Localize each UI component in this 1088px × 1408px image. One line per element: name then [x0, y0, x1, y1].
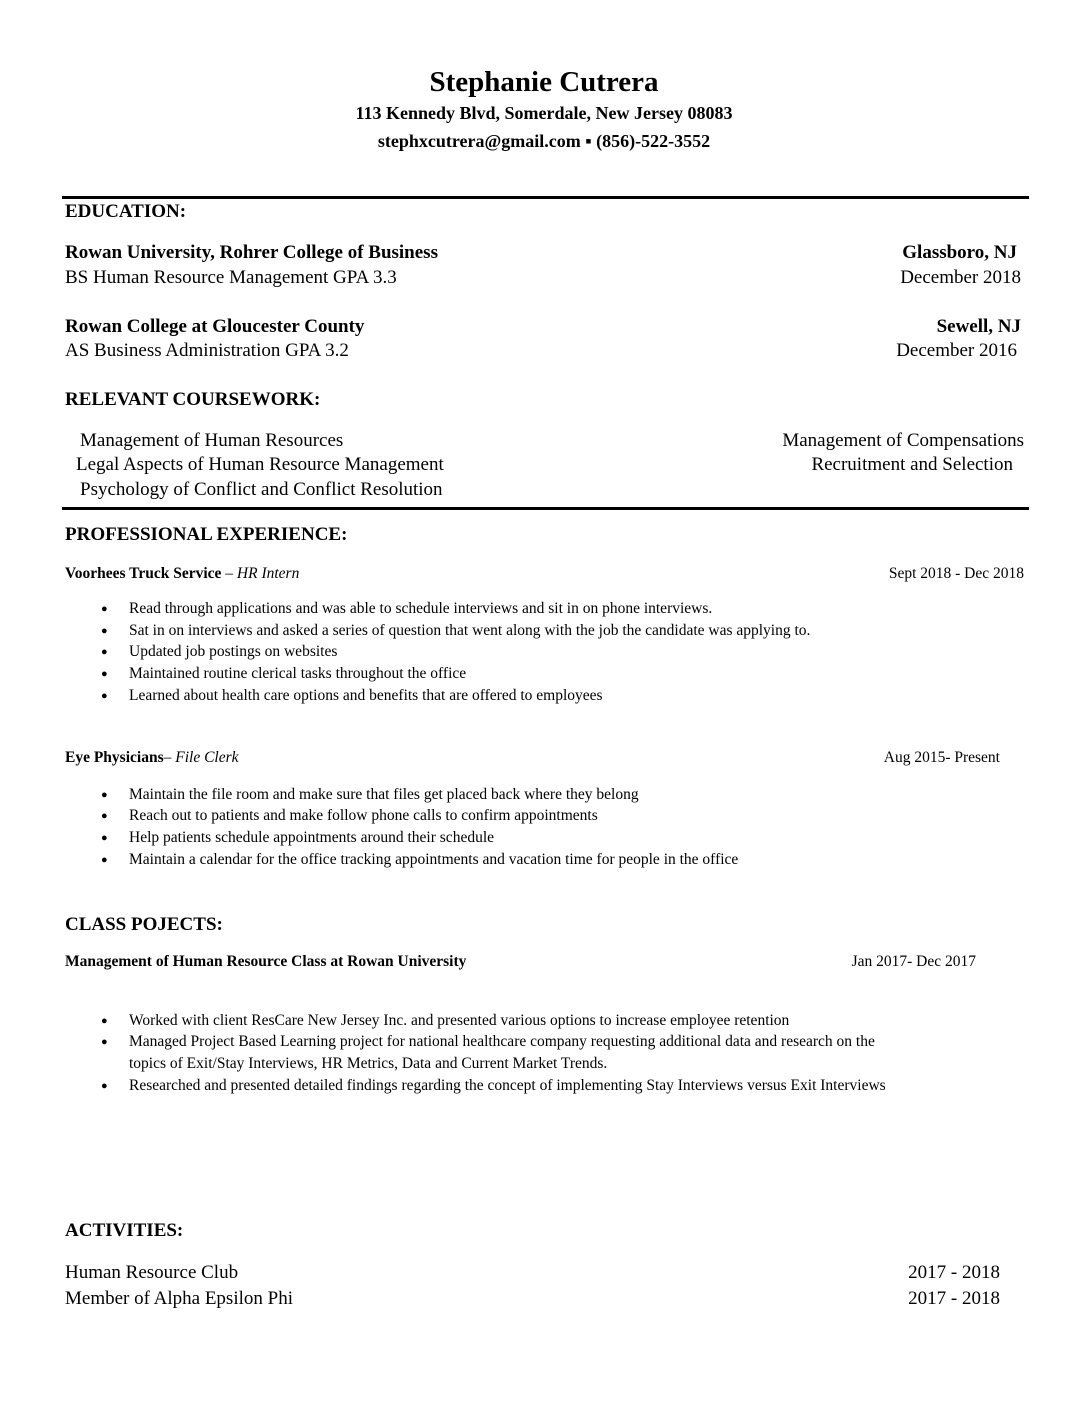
- bullet-dot-icon: ●: [101, 625, 108, 637]
- coursework-heading: RELEVANT COURSEWORK:: [65, 389, 321, 410]
- coursework-divider: [62, 507, 1029, 510]
- bullet-dot-icon: ●: [101, 646, 108, 658]
- projects-heading: CLASS POJECTS:: [65, 914, 223, 935]
- school-date: December 2016: [896, 340, 1017, 361]
- job-dates: Aug 2015- Present: [883, 749, 1000, 766]
- bullet-dot-icon: ●: [101, 810, 108, 822]
- bullet-dot-icon: ●: [101, 1080, 108, 1092]
- bullet-dot-icon: ●: [101, 668, 108, 680]
- job-separator: –: [221, 565, 237, 582]
- job-bullet: Learned about health care options and benefits that are offered to employees: [129, 687, 603, 704]
- bullet-dot-icon: ●: [101, 690, 108, 702]
- job-heading: [65, 565, 299, 583]
- course-item: Legal Aspects of Human Resource Management: [76, 454, 444, 475]
- job-bullet: Help patients schedule appointments around their schedule: [129, 829, 495, 846]
- job-bullet: Sat in on interviews and asked a series of question that went along with the job the candidate was applying to.: [129, 622, 811, 639]
- job-heading: [65, 749, 239, 767]
- candidate-contact: stephxcutrera@gmail.com ▪ (856)-522-3552: [377, 131, 711, 151]
- course-item: Management of Compensations: [782, 430, 1024, 451]
- job-bullet: Maintain a calendar for the office tracking appointments and vacation time for people in the office: [129, 851, 739, 868]
- bullet-dot-icon: ●: [101, 1036, 108, 1048]
- job-bullet: Updated job postings on websites: [129, 643, 338, 660]
- school-location: Sewell, NJ: [936, 316, 1021, 337]
- activity-name: Member of Alpha Epsilon Phi: [65, 1288, 293, 1309]
- job-title: File Clerk: [175, 749, 239, 766]
- experience-heading: PROFESSIONAL EXPERIENCE:: [65, 524, 348, 545]
- job-company: Voorhees Truck Service: [65, 565, 222, 582]
- job-bullet: Read through applications and was able to schedule interviews and sit in on phone interviews.: [129, 600, 713, 617]
- bullet-dot-icon: ●: [101, 854, 108, 866]
- project-bullet-continuation: topics of Exit/Stay Interviews, HR Metrics, Data and Current Market Trends.: [129, 1055, 608, 1072]
- project-bullet: Researched and presented detailed findings regarding the concept of implementing Stay Interviews versus Exit Interviews: [129, 1077, 886, 1094]
- project-dates: Jan 2017- Dec 2017: [851, 953, 976, 970]
- activity-years: 2017 - 2018: [908, 1262, 1000, 1283]
- project-bullet: Worked with client ResCare New Jersey Inc. and presented various options to increase employee retention: [129, 1012, 790, 1029]
- activity-name: Human Resource Club: [65, 1262, 239, 1283]
- bullet-dot-icon: ●: [101, 789, 108, 801]
- school-degree: AS Business Administration GPA 3.2: [65, 340, 349, 361]
- course-item: Management of Human Resources: [80, 430, 344, 451]
- job-bullet: Maintained routine clerical tasks throughout the office: [129, 665, 467, 682]
- activities-heading: ACTIVITIES:: [65, 1220, 184, 1241]
- school-degree: BS Human Resource Management GPA 3.3: [65, 267, 397, 288]
- job-dates: Sept 2018 - Dec 2018: [888, 565, 1024, 582]
- course-item: Psychology of Conflict and Conflict Resolution: [80, 479, 443, 500]
- header-divider: [62, 196, 1029, 199]
- job-bullet: Maintain the file room and make sure that files get placed back where they belong: [129, 786, 639, 803]
- activity-years: 2017 - 2018: [908, 1288, 1000, 1309]
- school-location: Glassboro, NJ: [902, 242, 1017, 263]
- school-name: Rowan University, Rohrer College of Business: [65, 242, 438, 263]
- candidate-name: Stephanie Cutrera: [429, 66, 659, 98]
- job-title: HR Intern: [236, 565, 300, 582]
- job-company: Eye Physicians: [65, 749, 164, 766]
- job-separator: –: [163, 749, 176, 766]
- project-bullet: Managed Project Based Learning project for national healthcare company requesting additional data and research on the: [129, 1033, 875, 1050]
- candidate-address: 113 Kennedy Blvd, Somerdale, New Jersey 08083: [355, 103, 733, 123]
- bullet-dot-icon: ●: [101, 603, 108, 615]
- bullet-dot-icon: ●: [101, 832, 108, 844]
- project-title: Management of Human Resource Class at Rowan University: [65, 953, 467, 970]
- bullet-dot-icon: ●: [101, 1015, 108, 1027]
- school-date: December 2018: [900, 267, 1021, 288]
- course-item: Recruitment and Selection: [811, 454, 1013, 475]
- job-bullet: Reach out to patients and make follow phone calls to confirm appointments: [129, 807, 598, 824]
- education-heading: EDUCATION:: [65, 201, 187, 222]
- school-name: Rowan College at Gloucester County: [65, 316, 365, 337]
